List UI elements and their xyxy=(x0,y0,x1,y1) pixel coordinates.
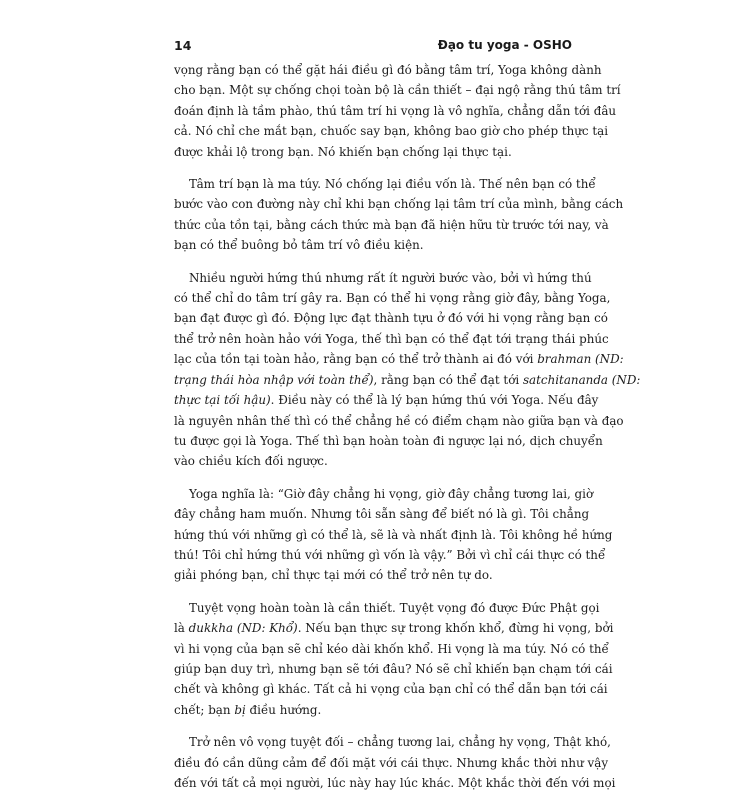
text-line: đến với tất cả mọi người, lúc này hay lúc khác. Một khắc thời đến với mọi xyxy=(174,776,616,790)
text-line: giúp bạn duy trì, nhưng bạn sẽ tới đâu? Nó sẽ chỉ khiến bạn chạm tới cái xyxy=(174,661,613,676)
text-line: đoán định là tầm phào, thú tâm trí hi vọng là vô nghĩa, chẳng dẫn tới đâu xyxy=(174,103,617,118)
text-line: bạn có thể buông bỏ tâm trí vô điều kiện. xyxy=(174,238,424,253)
paragraph xyxy=(174,60,621,162)
paragraph xyxy=(174,268,641,472)
paragraph xyxy=(174,598,614,720)
text-line: Nhiều người hứng thú nhưng rất ít người bước vào, bởi vì hứng thú xyxy=(189,270,592,285)
text-line: có thể chỉ do tâm trí gây ra. Bạn có thể hi vọng rằng giờ đây, bằng Yoga, xyxy=(174,291,611,306)
text-line: Tuyệt vọng hoàn toàn là cần thiết. Tuyệt vọng đó được Đức Phật gọi xyxy=(189,600,600,615)
text-line: cho bạn. Một sự chống chọi toàn bộ là cần thiết – đại ngộ rằng thú tâm trí xyxy=(174,83,621,98)
text-line: tu được gọi là Yoga. Thế thì bạn hoàn toàn đi ngược lại nó, dịch chuyển xyxy=(174,433,603,448)
paragraph xyxy=(174,484,613,586)
text-line: đây chẳng ham muốn. Nhưng tôi sẵn sàng để biết nó là gì. Tôi chẳng xyxy=(174,507,590,522)
text-line: thức của tồn tại, bằng cách thức mà bạn đã hiện hữu từ trước tới nay, và xyxy=(174,217,609,232)
text-line: là dukkha (ND: Khổ). Nếu bạn thực sự trong khốn khổ, đừng hi vọng, bởi xyxy=(174,621,614,636)
text-line: thú! Tôi chỉ hứng thú với những gì vốn là vậy.” Bởi vì chỉ cái thực có thể xyxy=(174,547,606,562)
text-line: bạn đạt được gì đó. Động lực đạt thành tựu ở đó với hi vọng rằng bạn có xyxy=(174,311,608,326)
text-line: thể trở nên hoàn hảo với Yoga, thế thì bạn có thể đạt tới trạng thái phúc xyxy=(174,331,609,346)
text-line: chết và không gì khác. Tất cả hi vọng của bạn chỉ có thể dẫn bạn tới cái xyxy=(174,682,608,697)
text-line: Trở nên vô vọng tuyệt đối – chẳng tương lai, chẳng hy vọng, Thật khó, xyxy=(189,735,611,750)
text-line: bước vào con đường này chỉ khi bạn chống lại tâm trí của mình, bằng cách xyxy=(174,197,624,212)
text-line: vào chiều kích đối ngược. xyxy=(174,454,328,469)
body-text xyxy=(174,60,641,805)
text-line: giải phóng bạn, chỉ thực tại mới có thể trở nên tự do. xyxy=(174,568,493,583)
paragraph xyxy=(174,174,624,256)
text-line: trạng thái hòa nhập với toàn thể), rằng bạn có thể đạt tới satchitananda (ND: xyxy=(174,372,641,387)
running-head: Đạo tu yoga - OSHO xyxy=(437,38,572,52)
page-header xyxy=(174,38,572,58)
text-line: được khải lộ trong bạn. Nó khiến bạn chống lại thực tại. xyxy=(174,144,512,159)
text-line: Tâm trí bạn là ma túy. Nó chống lại điều vốn là. Thế nên bạn có thể xyxy=(189,177,596,192)
text-line: Yoga nghĩa là: “Giờ đây chẳng hi vọng, giờ đây chẳng tương lai, giờ xyxy=(189,486,594,501)
page-number: 14 xyxy=(174,38,192,53)
text-line: điều đó cần dũng cảm để đối mặt với cái thực. Nhưng khắc thời như vậy xyxy=(174,755,609,770)
text-line: hứng thú với những gì có thể là, sẽ là và nhất định là. Tôi không hề hứng xyxy=(174,527,613,542)
text-line: lạc của tồn tại toàn hảo, rằng bạn có thể trở thành ai đó với brahman (ND: xyxy=(174,352,624,367)
text-line: thực tại tối hậu). Điều này có thể là lý bạn hứng thú với Yoga. Nếu đây xyxy=(174,393,599,408)
text-line: vì hi vọng của bạn sẽ chỉ kéo dài khốn khổ. Hi vọng là ma túy. Nó có thể xyxy=(174,641,609,656)
text-line: cả. Nó chỉ che mắt bạn, chuốc say bạn, không bao giờ cho phép thực tại xyxy=(174,124,609,139)
text-line: chết; bạn bị điều hướng. xyxy=(174,702,322,717)
text-line: vọng rằng bạn có thể gặt hái điều gì đó bằng tâm trí, Yoga không dành xyxy=(174,63,602,77)
text-line: là nguyên nhân thế thì có thể chẳng hề có điểm chạm nào giữa bạn và đạo xyxy=(174,413,624,428)
paragraph xyxy=(174,732,616,793)
